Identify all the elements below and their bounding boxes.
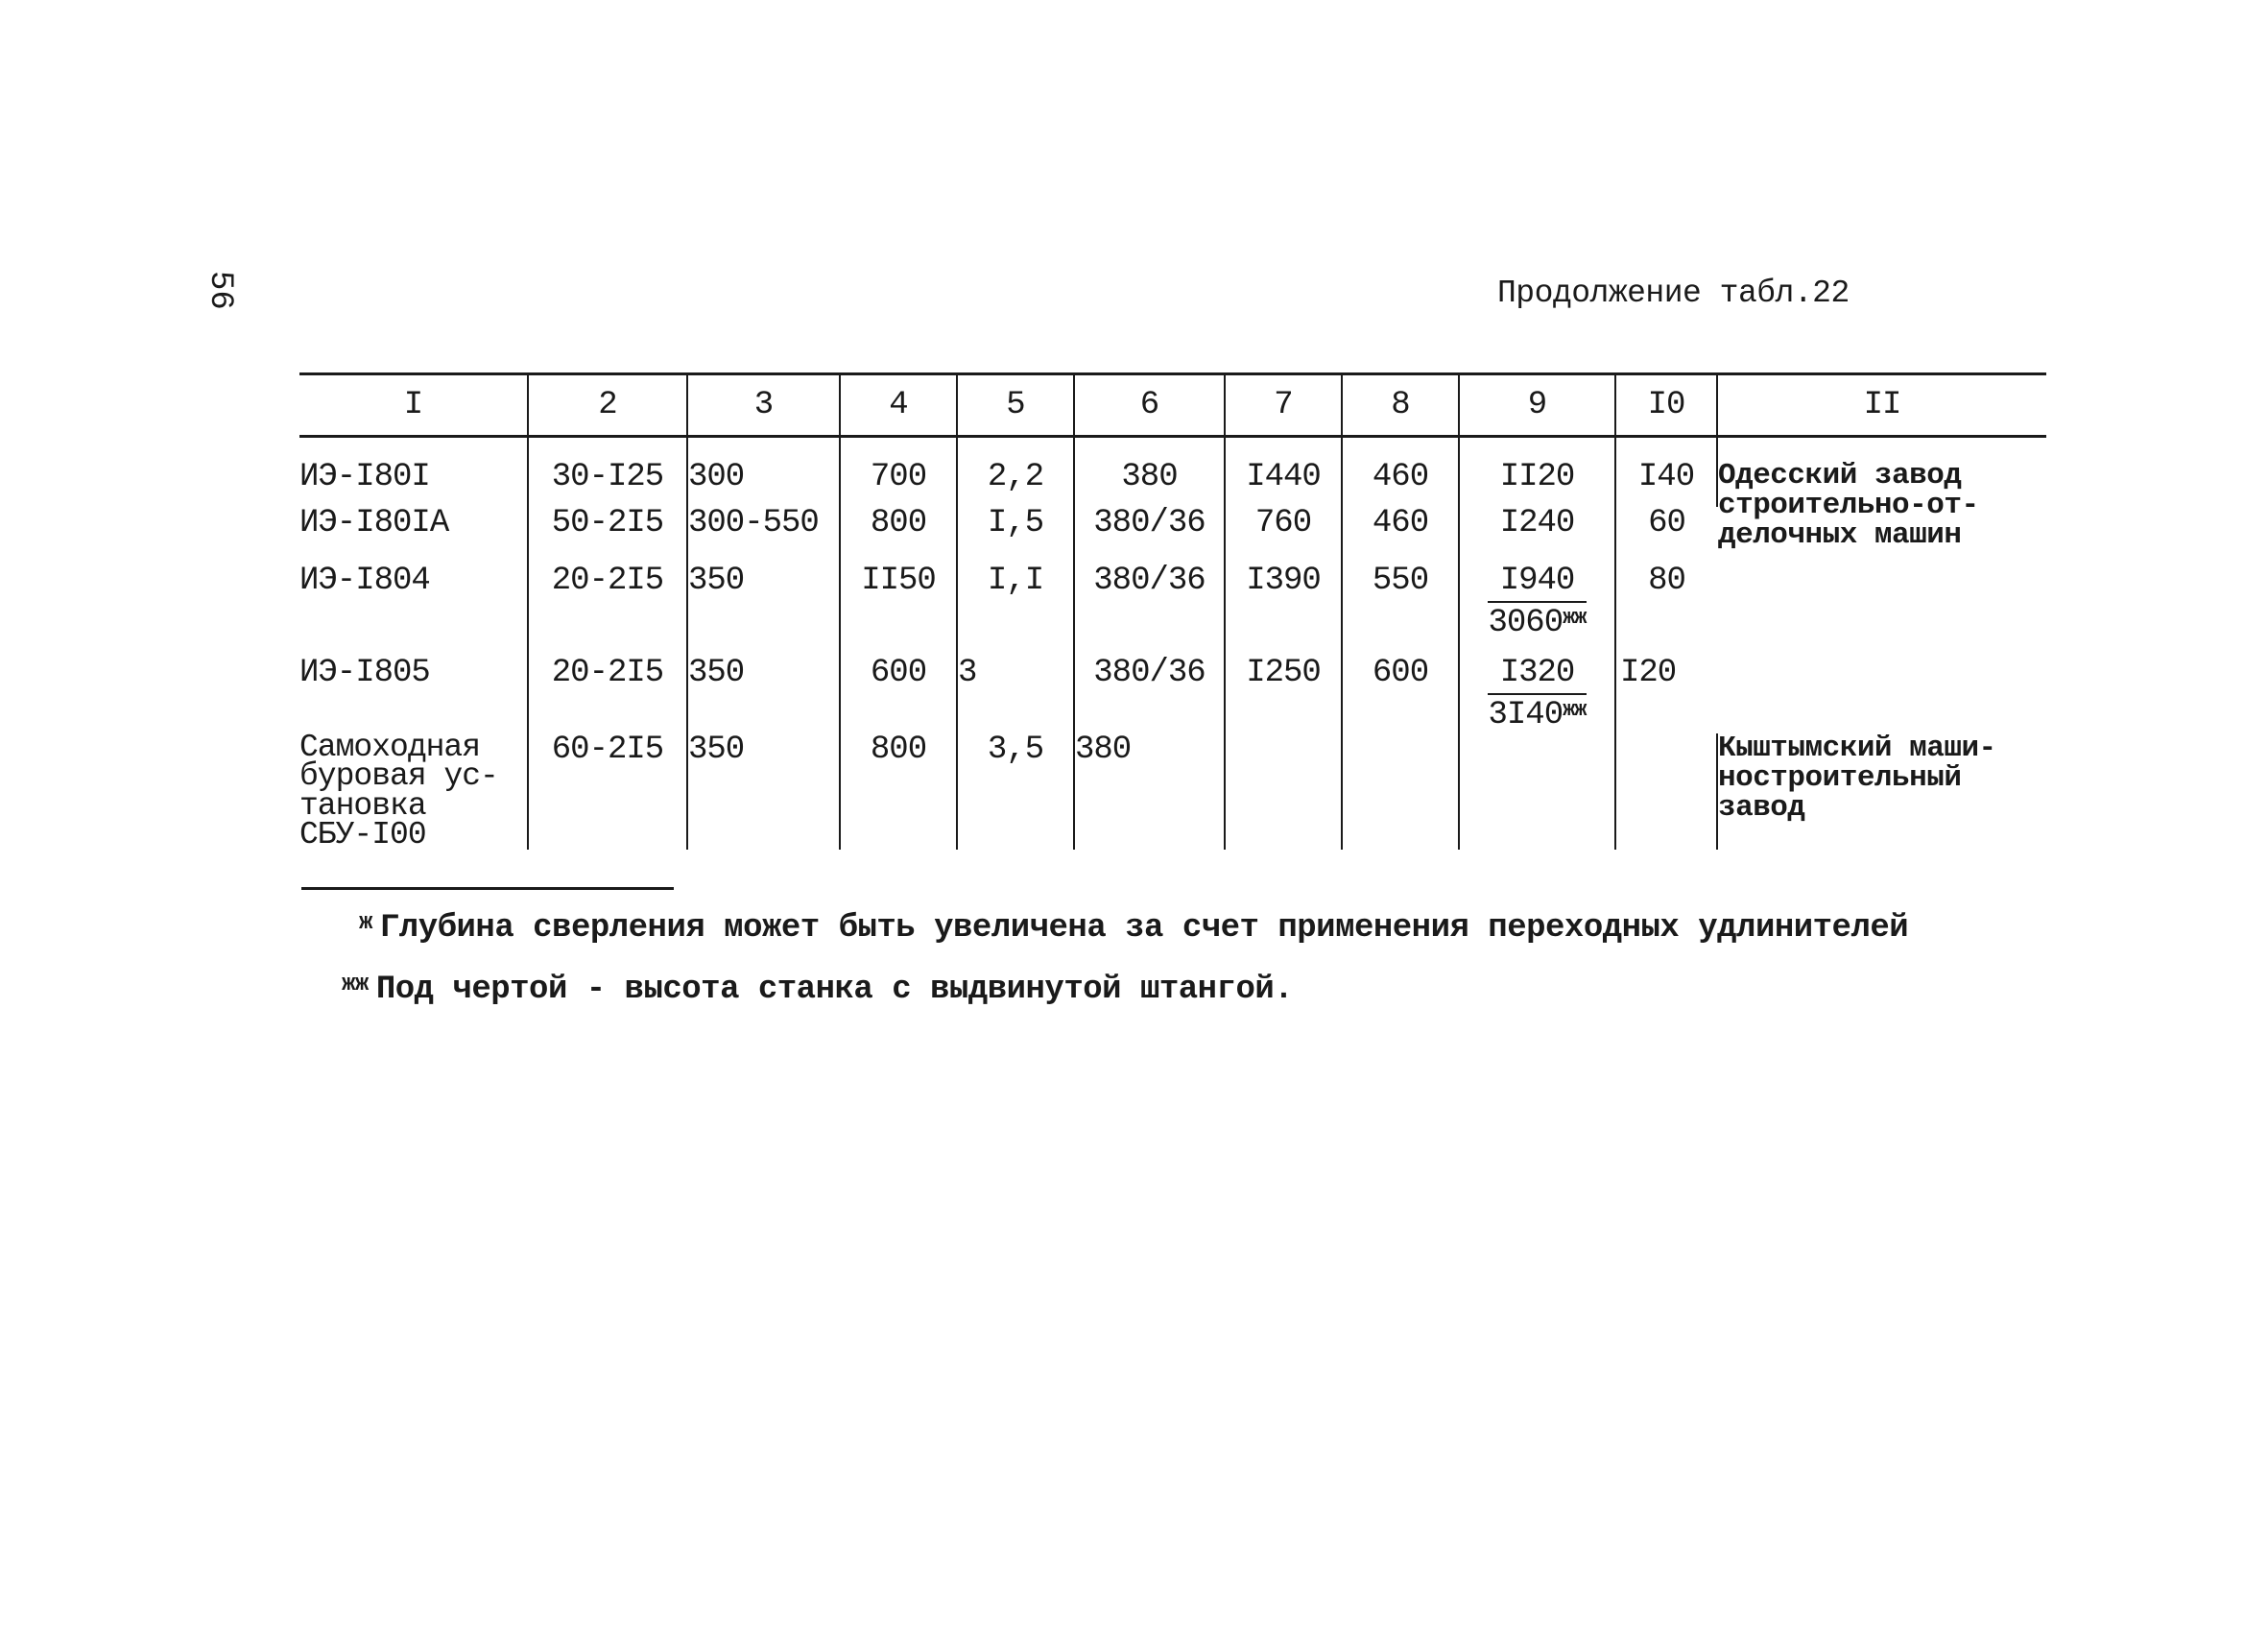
maker-line: ностроительный — [1718, 761, 1962, 795]
table-cell: I440 — [1225, 453, 1342, 507]
table-cell: 460 — [1342, 507, 1459, 564]
maker-line: завод — [1718, 791, 1805, 825]
table-cell: 30-I25 — [528, 453, 687, 507]
table-row — [299, 733, 2046, 850]
table-cell: 20-2I5 — [528, 657, 687, 733]
model-name-line: Самоходная — [299, 730, 481, 765]
table-cell: II50 — [840, 564, 957, 657]
model-name-line: буровая ус- — [299, 758, 498, 795]
header-cell: 6 — [1074, 374, 1225, 437]
footnote-divider — [301, 887, 674, 890]
footnote-2 — [342, 972, 1293, 1008]
table-row — [299, 453, 2046, 507]
footnote-text: Глубина сверления может быть увеличена за счет применения переходных удлинителей — [379, 910, 1909, 947]
table-cell: 2,2 — [957, 453, 1074, 507]
maker-line: Одесский завод — [1718, 459, 1962, 492]
table-cell: I40 — [1615, 453, 1717, 507]
table-cell: I,I — [957, 564, 1074, 657]
model-name: ИЭ-I804 — [299, 564, 528, 657]
header-cell: I — [299, 374, 528, 437]
height-extended: 3I40 — [1488, 696, 1564, 733]
height-fraction-cell — [1459, 564, 1615, 657]
table-cell: 600 — [840, 657, 957, 733]
table-cell: 380 — [1074, 453, 1225, 507]
height-fraction-cell — [1459, 657, 1615, 733]
table-cell: 380/36 — [1074, 564, 1225, 657]
table-cell: 20-2I5 — [528, 564, 687, 657]
manufacturer-cell — [1717, 733, 2046, 850]
table-cell: II20 — [1459, 453, 1615, 507]
header-cell: 2 — [528, 374, 687, 437]
table-cell: I390 — [1225, 564, 1342, 657]
table-cell: 460 — [1342, 453, 1459, 507]
table-cell: I250 — [1225, 657, 1342, 733]
height-retracted: I320 — [1488, 657, 1586, 695]
table-cell: 60-2I5 — [528, 733, 687, 850]
maker-line: делочных машин — [1718, 518, 1962, 552]
table-cell: 80 — [1648, 563, 1685, 599]
header-cell: 3 — [687, 374, 840, 437]
page-number: 56 — [202, 271, 238, 310]
header-cell: 7 — [1225, 374, 1342, 437]
table-cell: 60 — [1648, 505, 1685, 541]
footnote-mark: жж — [342, 972, 369, 997]
model-name-line: тановка — [299, 787, 426, 824]
model-name-line: СБУ-I00 — [299, 817, 426, 853]
maker-line: строительно-от- — [1718, 489, 1979, 522]
height-retracted: I940 — [1488, 564, 1586, 603]
table-cell: I240 — [1459, 507, 1615, 564]
table-caption: Продолжение табл.22 — [1497, 276, 1850, 311]
model-name — [299, 730, 528, 853]
manufacturer-cell — [1717, 453, 2046, 733]
table-cell — [1615, 733, 1717, 850]
table-cell: 380 — [1074, 733, 1225, 850]
table-cell: 600 — [1342, 657, 1459, 733]
height-fraction — [1488, 564, 1586, 640]
header-cell: 5 — [957, 374, 1074, 437]
table-header-row — [299, 374, 2046, 437]
table-cell — [1225, 733, 1342, 850]
table-cell: 300 — [687, 453, 840, 507]
header-cell: II — [1717, 374, 2046, 437]
table-cell: 800 — [840, 507, 957, 564]
maker-line: Кыштымский маши- — [1718, 732, 1996, 765]
header-cell: 9 — [1459, 374, 1615, 437]
table-cell: 350 — [687, 733, 840, 850]
footnote-mark: ж — [359, 910, 372, 936]
data-table — [299, 372, 2046, 853]
table-cell: 350 — [687, 657, 840, 733]
model-name: ИЭ-I80I — [299, 453, 528, 507]
model-name: ИЭ-I80IA — [299, 507, 528, 564]
footnote-mark: жж — [1563, 697, 1587, 722]
table-cell: 3,5 — [957, 733, 1074, 850]
table-cell: 380/36 — [1074, 507, 1225, 564]
table-cell: 700 — [840, 453, 957, 507]
footnote-1 — [359, 910, 1908, 947]
model-name: ИЭ-I805 — [299, 657, 528, 733]
table-cell: 380/36 — [1074, 657, 1225, 733]
table-cell: 3 — [957, 657, 1074, 733]
table-cell — [1459, 733, 1615, 850]
table-cell: 300-550 — [687, 507, 840, 564]
header-cell: 4 — [840, 374, 957, 437]
table-cell — [1342, 733, 1459, 850]
table-cell: 550 — [1342, 564, 1459, 657]
footnote-mark: жж — [1563, 605, 1587, 630]
table-cell: I20 — [1620, 655, 1677, 691]
header-cell: I0 — [1615, 374, 1717, 437]
header-cell: 8 — [1342, 374, 1459, 437]
table-cell: 760 — [1225, 507, 1342, 564]
table-cell: 50-2I5 — [528, 507, 687, 564]
table-cell: I,5 — [957, 507, 1074, 564]
table-cell: 800 — [840, 733, 957, 850]
footnote-text: Под чертой - высота станка с выдвинутой штангой. — [375, 972, 1294, 1008]
height-fraction — [1488, 657, 1586, 732]
table-cell: 350 — [687, 564, 840, 657]
height-extended: 3060 — [1488, 604, 1564, 641]
